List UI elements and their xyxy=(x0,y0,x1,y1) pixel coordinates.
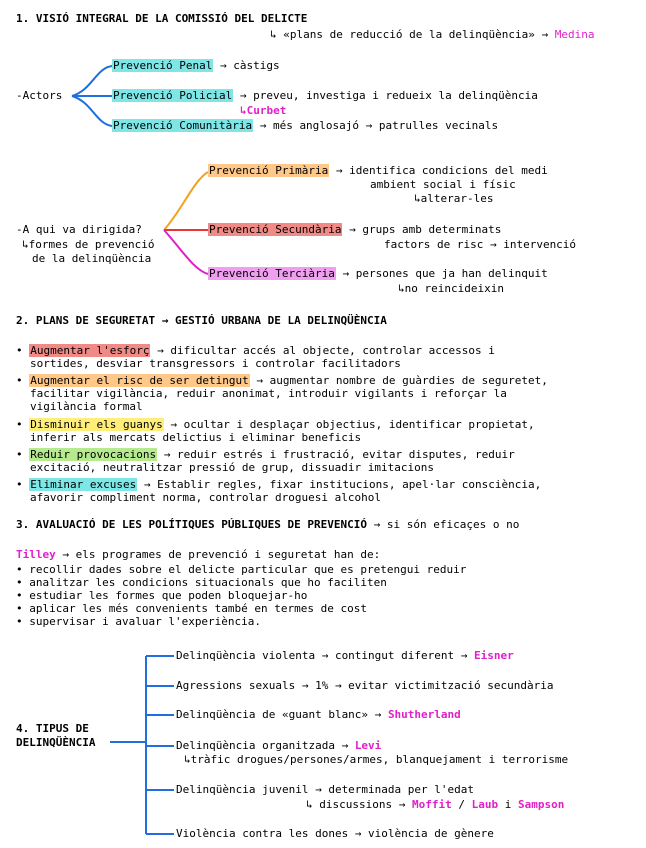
prevention-primary-desc3: ↳alterar-les xyxy=(414,192,494,205)
target-sub2: de la delinqüència xyxy=(32,252,152,265)
prevention-primary-label: Prevenció Primària xyxy=(209,164,329,177)
list-item: • aplicar les més convenients també en termes de cost xyxy=(16,602,368,615)
plan-item: • Reduir provocacions → reduir estrés i frustració, evitar disputes, reduir xyxy=(16,448,515,461)
actor-comunitaria-desc: → més anglosajó → patrulles vecinals xyxy=(259,119,499,132)
type-organitzada-text: Delinqüència organitzada → xyxy=(176,739,349,752)
type-juvenil: Delinqüència juvenil → determinada per l'edat xyxy=(176,783,475,796)
type-organitzada-sub: ↳tràfic drogues/persones/armes, blanquejament i terrorisme xyxy=(184,753,569,766)
type-violenta-text: Delinqüència violenta → contingut diferent → xyxy=(176,649,468,662)
author-shutherland: Shutherland xyxy=(387,708,461,721)
plan-item-label: Reduir provocacions xyxy=(30,448,157,461)
plan-item-cont: inferir als mercats delictius i eliminar beneficis xyxy=(30,431,362,444)
list-item-text: aplicar les més convenients també en termes de cost xyxy=(29,602,368,615)
actor-policial-desc: → preveu, investiga i redueix la delinqüència xyxy=(239,89,538,102)
target-sub1: ↳formes de prevenció xyxy=(22,238,155,251)
plan-item-label: Disminuir els guanys xyxy=(30,418,163,431)
separator: / xyxy=(458,798,465,811)
plan-item: • Eliminar excuses → Establir regles, fixar institucions, apel·lar consciència, xyxy=(16,478,542,491)
plan-item-label: Eliminar excuses xyxy=(30,478,137,491)
actor-comunitaria xyxy=(112,119,498,133)
plan-item-desc: → Establir regles, fixar institucions, apel·lar consciència, xyxy=(143,478,542,491)
plan-item: • Disminuir els guanys → ocultar i desplaçar objectius, identificar propietat, xyxy=(16,418,535,431)
type-juvenil-sub xyxy=(306,798,564,812)
plan-item-label: Augmentar el risc de ser detingut xyxy=(30,374,249,387)
list-item: • estudiar les formes que poden bloquejar-ho xyxy=(16,589,308,602)
plan-item-cont: excitació, neutralitzar pressió de grup, dissuadir imitacions xyxy=(30,461,434,474)
actor-comunitaria-label: Prevenció Comunitària xyxy=(113,119,253,132)
prevention-tertiary-desc2: ↳no reincideixin xyxy=(398,282,504,295)
section4-title-line1: 4. TIPUS DE xyxy=(16,722,89,735)
author-moffit: Moffit xyxy=(411,798,452,811)
section2-title: 2. PLANS DE SEGURETAT → GESTIÓ URBANA DE LA DELINQÜÈNCIA xyxy=(16,314,387,327)
actor-penal xyxy=(112,59,280,73)
list-item-text: estudiar les formes que poden bloquejar-ho xyxy=(29,589,308,602)
type-guant-blanc xyxy=(176,708,461,722)
section1-title: 1. VISIÓ INTEGRAL DE LA COMISSIÓ DEL DELICTE xyxy=(16,12,308,25)
author-medina: Medina xyxy=(554,28,595,41)
prevention-primary-desc2: ambient social i físic xyxy=(370,178,516,191)
actor-policial xyxy=(112,89,538,103)
plan-item-cont: sortides, desviar transgressors i controlar facilitadors xyxy=(30,357,401,370)
author-levi: Levi xyxy=(354,739,382,752)
type-juvenil-sub-text: ↳ discussions → xyxy=(306,798,406,811)
type-sexual: Agressions sexuals → 1% → evitar victimització secundària xyxy=(176,679,554,692)
type-violenta xyxy=(176,649,514,663)
list-item: • analitzar les condicions situacionals que ho faciliten xyxy=(16,576,387,589)
plan-item-cont: facilitar vigilància, reduir anonimat, introduir vigilants i reforçar la xyxy=(30,387,507,400)
target-label: -A qui va dirigida? xyxy=(16,223,142,236)
prevention-primary-desc: → identifica condicions del medi xyxy=(335,164,548,177)
section3-title xyxy=(16,518,519,532)
plan-item-cont: afavorir compliment norma, controlar droguesi alcohol xyxy=(30,491,381,504)
list-item-text: analitzar les condicions situacionals que ho faciliten xyxy=(29,576,387,589)
list-item: • recollir dades sobre el delicte particular que es pretengui reduir xyxy=(16,563,467,576)
type-dones: Violència contra les dones → violència de gènere xyxy=(176,827,494,840)
plan-item-desc: → reduir estrés i frustració, evitar disputes, reduir xyxy=(163,448,515,461)
actor-policial-label: Prevenció Policial xyxy=(113,89,233,102)
prevention-secondary-desc: → grups amb determinats xyxy=(349,223,502,236)
plan-item: • Augmentar el risc de ser detingut → augmentar nombre de guàrdies de seguretet, xyxy=(16,374,548,387)
separator: i xyxy=(504,798,512,811)
prevention-tertiary-label: Prevenció Terciària xyxy=(209,267,335,280)
plan-item-desc: → augmentar nombre de guàrdies de seguretet, xyxy=(256,374,548,387)
prevention-tertiary xyxy=(208,267,548,281)
author-eisner: Eisner xyxy=(474,649,514,662)
section3-title-text: 3. AVALUACIÓ DE LES POLÍTIQUES PÚBLIQUES DE PREVENCIÓ xyxy=(16,518,367,531)
section1-subtitle xyxy=(270,28,595,42)
prevention-secondary-label: Prevenció Secundària xyxy=(209,223,342,236)
author-sampson: Sampson xyxy=(517,798,565,811)
actors-label: -Actors xyxy=(16,89,63,102)
actor-penal-label: Prevenció Penal xyxy=(113,59,213,72)
plan-item-label: Augmentar l'esforç xyxy=(30,344,150,357)
list-item-text: supervisar i avaluar l'experiència. xyxy=(29,615,262,628)
plan-item-cont: vigilància formal xyxy=(30,400,143,413)
plan-item-desc: → ocultar i desplaçar objectius, identificar propietat, xyxy=(170,418,535,431)
tilley-intro xyxy=(16,548,380,562)
tilley-intro-text: → els programes de prevenció i seguretat han de: xyxy=(62,548,381,561)
list-item-text: recollir dades sobre el delicte particular que es pretengui reduir xyxy=(29,563,467,576)
actor-penal-desc: → càstigs xyxy=(219,59,280,72)
list-item: • supervisar i avaluar l'experiència. xyxy=(16,615,262,628)
author-curbet: ↳Curbet xyxy=(240,104,287,117)
prevention-secondary-desc2: factors de risc → intervenció xyxy=(384,238,577,251)
type-guant-blanc-text: Delinqüència de «guant blanc» → xyxy=(176,708,382,721)
section1-subtitle-text: ↳ «plans de reducció de la delinqüència» → xyxy=(270,28,549,41)
prevention-tertiary-desc: → persones que ja han delinquit xyxy=(342,267,548,280)
author-tilley: Tilley xyxy=(16,548,56,561)
section4-title-line2: DELINQÜÈNCIA xyxy=(16,736,96,749)
prevention-secondary xyxy=(208,223,501,237)
author-laub: Laub xyxy=(471,798,499,811)
section3-title-rest: → si són eficaçes o no xyxy=(373,518,520,531)
prevention-primary xyxy=(208,164,548,178)
type-organitzada xyxy=(176,739,381,753)
plan-item-desc: → dificultar accés al objecte, controlar accessos i xyxy=(157,344,495,357)
plan-item: • Augmentar l'esforç → dificultar accés al objecte, controlar accessos i xyxy=(16,344,495,357)
